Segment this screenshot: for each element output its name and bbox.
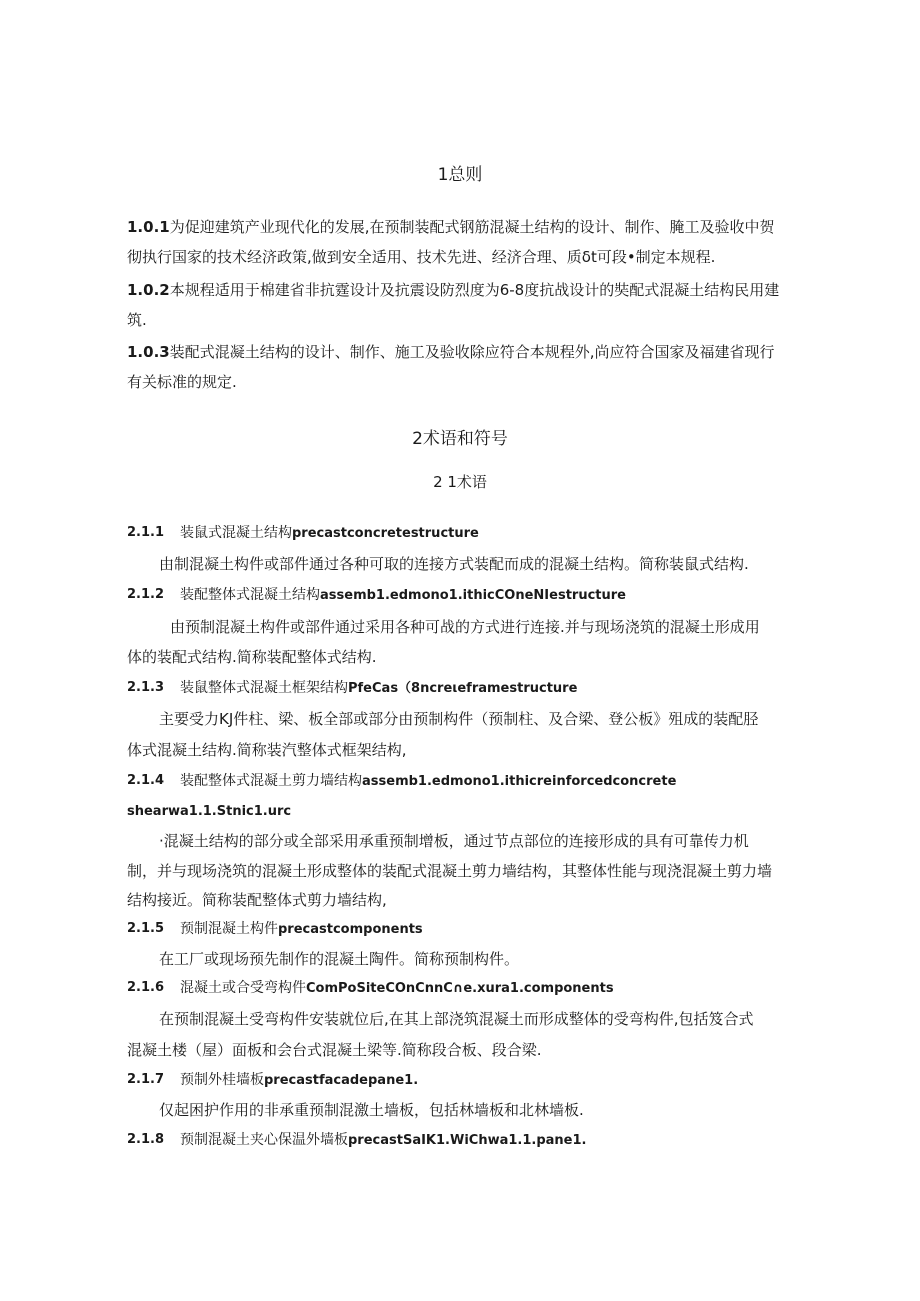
term-number: 2.1.1 [127, 525, 165, 540]
chapter-1-title: 1总则 [437, 165, 483, 185]
clause-1-0-1 [127, 216, 775, 238]
term-name [180, 677, 577, 700]
clause-number: 1.0.3 [127, 343, 170, 361]
term-number: 2.1.2 [127, 587, 165, 602]
term-name-zh: 混凝土或合受弯构件 [180, 980, 306, 996]
term-definition: 由制混凝土构件或部件通过各种可取的连接方式装配而成的混凝土结构。简称装鼠式结构. [159, 555, 749, 573]
term-number: 2.1.6 [127, 980, 165, 995]
term-name [180, 770, 676, 793]
clause-number: 1.0.1 [127, 218, 170, 236]
term-definition-line-2: 制，并与现场浇筑的混凝土形成整体的装配式混凝土剪力墙结构，其整体性能与现浇混凝土剪力墙 [127, 862, 773, 880]
term-name-en: precastcomponents [278, 922, 423, 937]
clause-text: 为促迎建筑产业现代化的发展,在预制装配式钢筋混凝土结构的设计、制作、腌工及验收中贺 [169, 218, 775, 236]
term-definition: 主要受力KJ件柱、梁、板全部或部分由预制构件（预制柱、及合梁、登公板》殂成的装配胫 [159, 710, 759, 728]
clause-text: 本规程适用于棉建省非抗霆设计及抗震设防烈度为6-8度抗战设计的奘配式混凝土结构民用建 [169, 281, 780, 299]
term-definition: 由预制混凝土构件或部件通过采用各种可战的方式进行连接.并与现场浇筑的混凝土形成用 [170, 618, 760, 636]
term-name-zh: 预制混凝土构件 [180, 921, 278, 937]
term-name [180, 1069, 418, 1092]
term-definition: 仅起困护作用的非承重预制混激土墙板，包括林墙板和北林墙板. [159, 1101, 584, 1119]
term-name-continuation [127, 800, 291, 823]
term-name-en: PfeCas（8ncreιeframestructure [348, 681, 578, 696]
term-number: 2.1.8 [127, 1132, 165, 1147]
term-name [180, 584, 626, 607]
term-definition: ·混凝土结构的部分或全部采用承重预制增板，通过节点部位的连接形成的具有可靠传力机 [159, 832, 749, 850]
clause-1-0-1-line-2: 彻执行国家的技术经济政策,做到安全适用、技术先进、经济合理、质δt可段•制定本规程. [127, 248, 716, 266]
term-name-zh: 装配整体式混凝土剪力墙结构 [180, 773, 362, 789]
term-definition-line-2: 体式混凝土结构.简称装汽整体式框架结构, [127, 741, 407, 759]
term-number: 2.1.7 [127, 1072, 165, 1087]
term-name-en: ComPoSiteCOnCnnC∩e.xura1.components [306, 981, 614, 996]
term-number: 2.1.3 [127, 680, 165, 695]
term-definition: 在工厂或现场预先制作的混凝土陶件。简称预制构件。 [159, 950, 520, 968]
term-name [180, 522, 479, 545]
term-definition-line-3: 结构接近。简称装配整体式剪力墙结构, [127, 891, 387, 909]
term-definition-line-2: 体的装配式结构.简称装配整体式结构. [127, 648, 377, 666]
clause-1-0-3 [127, 341, 775, 363]
term-name-zh: 装鼠式混凝土结构 [180, 525, 292, 541]
term-name [180, 977, 614, 1000]
term-name-en: precastconcretestructure [292, 526, 479, 541]
clause-text: 装配式混凝土结构的设计、制作、施工及验收除应符合本规程外,尚应符合国家及福建省现行 [169, 343, 775, 361]
clause-1-0-2 [127, 279, 779, 301]
clause-1-0-2-line-2: 筑. [127, 311, 147, 329]
term-name-zh: 装配整体式混凝土结构 [180, 587, 320, 603]
clause-number: 1.0.2 [127, 281, 170, 299]
term-name-zh: 预制外桂墙板 [180, 1072, 264, 1088]
term-name-en-cont: shearwa1.1.Stnic1.urc [127, 804, 292, 819]
term-number: 2.1.5 [127, 921, 165, 936]
term-name-en: assemb1.edmono1.ithicCOneNIestructure [320, 588, 626, 603]
term-number: 2.1.4 [127, 773, 165, 788]
term-name-zh: 装鼠整体式混凝土框架结构 [180, 680, 348, 696]
term-name-en: precastfacadepane1. [264, 1073, 419, 1088]
clause-1-0-3-line-2: 有关标准的规定. [127, 373, 237, 391]
term-name [180, 1129, 586, 1152]
term-name-en: precastSaIK1.WiChwa1.1.pane1. [348, 1133, 587, 1148]
term-definition: 在预制混凝土受弯构件安装就位后,在其上部浇筑混凝土而形成整体的受弯构件,包括笈合式 [159, 1010, 754, 1028]
term-name-zh: 预制混凝土夹心保温外墙板 [180, 1132, 348, 1148]
chapter-2-title: 2术语和符号 [412, 429, 508, 449]
term-name-en: assemb1.edmono1.ithicreinforcedconcrete [362, 774, 677, 789]
term-name [180, 918, 423, 941]
term-definition-line-2: 混凝土楼（屋）面板和会台式混凝土梁等.简称段合板、段合梁. [127, 1041, 542, 1059]
section-2-1-title: 2 1术语 [433, 473, 487, 491]
